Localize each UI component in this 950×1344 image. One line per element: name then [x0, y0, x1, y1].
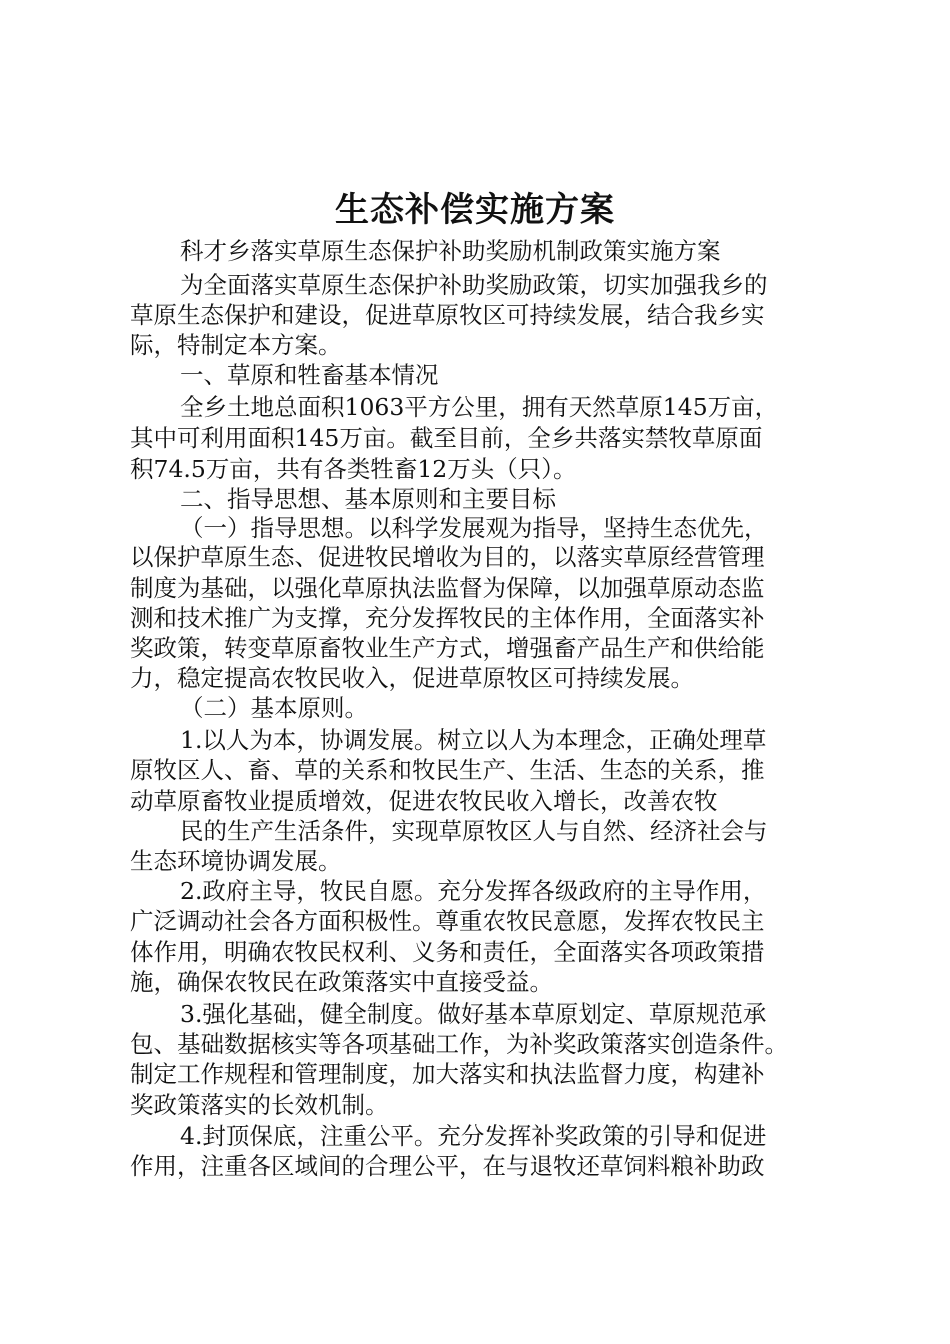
paragraph-line: 草原生态保护和建设，促进草原牧区可持续发展，结合我乡实 — [130, 301, 765, 329]
paragraph-line: 4.封顶保底，注重公平。充分发挥补奖政策的引导和促进 — [180, 1122, 767, 1150]
paragraph-line: 原牧区人、畜、草的关系和牧民生产、生活、生态的关系，推 — [130, 756, 765, 784]
paragraph-line: 3.强化基础，健全制度。做好基本草原划定、草原规范承 — [180, 1000, 767, 1028]
paragraph-line: 广泛调动社会各方面积极性。尊重农牧民意愿，发挥农牧民主 — [130, 907, 765, 935]
subsection-heading: （二）基本原则。 — [180, 694, 368, 722]
paragraph-line: 奖政策落实的长效机制。 — [130, 1091, 389, 1119]
paragraph-line: 为全面落实草原生态保护补助奖励政策，切实加强我乡的 — [180, 271, 768, 299]
paragraph-line: 以保护草原生态、促进牧民增收为目的，以落实草原经营管理 — [130, 543, 765, 571]
paragraph-line: 包、基础数据核实等各项基础工作，为补奖政策落实创造条件。 — [130, 1030, 788, 1058]
paragraph-line: 际，特制定本方案。 — [130, 331, 342, 359]
paragraph-line: 施，确保农牧民在政策落实中直接受益。 — [130, 968, 553, 996]
subtitle-line: 科才乡落实草原生态保护补助奖励机制政策实施方案 — [180, 237, 721, 265]
section-heading: 二、指导思想、基本原则和主要目标 — [180, 485, 556, 513]
paragraph-line: 作用，注重各区域间的合理公平，在与退牧还草饲料粮补助政 — [130, 1152, 765, 1180]
paragraph-line: 生态环境协调发展。 — [130, 847, 342, 875]
paragraph-line: 制定工作规程和管理制度，加大落实和执法监督力度，构建补 — [130, 1060, 765, 1088]
paragraph-line: 动草原畜牧业提质增效，促进农牧民收入增长，改善农牧 — [130, 787, 718, 815]
paragraph-line: 积74.5万亩，共有各类牲畜12万头（只）。 — [130, 455, 577, 483]
paragraph-line: 力，稳定提高农牧民收入，促进草原牧区可持续发展。 — [130, 664, 694, 692]
document-title: 生态补偿实施方案 — [335, 190, 615, 230]
paragraph-line: 2.政府主导，牧民自愿。充分发挥各级政府的主导作用， — [180, 877, 767, 905]
paragraph-line: 民的生产生活条件，实现草原牧区人与自然、经济社会与 — [180, 817, 768, 845]
paragraph-line: 测和技术推广为支撑，充分发挥牧民的主体作用，全面落实补 — [130, 604, 765, 632]
paragraph-line: 体作用，明确农牧民权利、义务和责任，全面落实各项政策措 — [130, 938, 765, 966]
paragraph-line: 其中可利用面积145万亩。截至目前，全乡共落实禁牧草原面 — [130, 424, 763, 452]
paragraph-line: 制度为基础，以强化草原执法监督为保障，以加强草原动态监 — [130, 574, 765, 602]
paragraph-line: 1.以人为本，协调发展。树立以人为本理念，正确处理草 — [180, 726, 767, 754]
paragraph-line: 奖政策，转变草原畜牧业生产方式，增强畜产品生产和供给能 — [130, 634, 765, 662]
section-heading: 一、草原和牲畜基本情况 — [180, 361, 439, 389]
paragraph-line: （一）指导思想。以科学发展观为指导，坚持生态优先， — [180, 514, 768, 542]
paragraph-line: 全乡土地总面积1063平方公里，拥有天然草原145万亩， — [180, 393, 779, 421]
